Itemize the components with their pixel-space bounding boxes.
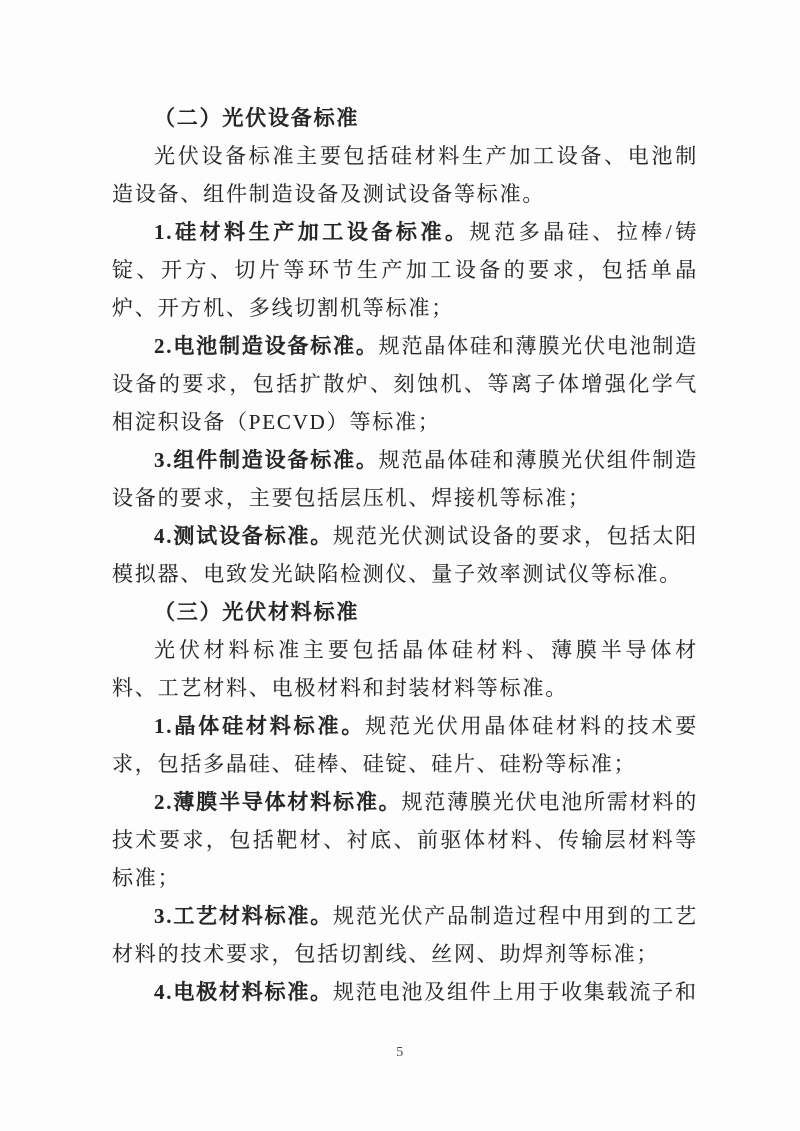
page-number: 5 — [396, 1045, 404, 1060]
item-text: 规范晶体硅和薄膜光伏组件制造设备的要求，主要包括层压机、焊接机等标准； — [112, 448, 698, 510]
item-text: 规范电池及组件上用于收集载流子和 — [332, 980, 698, 1004]
item-lead: 3.组件制造设备标准。 — [154, 448, 379, 472]
item-lead: 2.电池制造设备标准。 — [154, 334, 379, 358]
section-3-item-1 — [112, 707, 698, 783]
section-3-item-3 — [112, 897, 698, 973]
item-lead: 1.晶体硅材料标准。 — [154, 714, 366, 738]
item-lead: 4.电极材料标准。 — [154, 980, 333, 1004]
item-text: 规范多晶硅、拉棒/铸锭、开方、切片等环节生产加工设备的要求，包括单晶炉、开方机、多线切割机等标准； — [112, 220, 698, 320]
item-text: 规范晶体硅和薄膜光伏电池制造设备的要求，包括扩散炉、刻蚀机、等离子体增强化学气相淀积设备（PECVD）等标准； — [112, 334, 698, 434]
item-text: 规范光伏测试设备的要求，包括太阳模拟器、电致发光缺陷检测仪、量子效率测试仪等标准。 — [112, 524, 698, 586]
section-2-intro: 光伏设备标准主要包括硅材料生产加工设备、电池制造设备、组件制造设备及测试设备等标准。 — [112, 144, 698, 206]
item-lead: 4.测试设备标准。 — [154, 524, 334, 548]
item-lead: 2.薄膜半导体材料标准。 — [154, 790, 402, 814]
item-lead: 3.工艺材料标准。 — [154, 904, 334, 928]
section-2-item-3 — [112, 441, 698, 517]
item-text: 规范光伏用晶体硅材料的技术要求，包括多晶硅、硅棒、硅锭、硅片、硅粉等标准； — [112, 714, 699, 776]
section-2-item-4 — [112, 517, 698, 593]
section-3-heading: （三）光伏材料标准 — [154, 600, 360, 624]
item-text: 规范光伏产品制造过程中用到的工艺材料的技术要求，包括切割线、丝网、助焊剂等标准； — [112, 904, 698, 966]
document-content — [112, 99, 698, 1011]
section-2-heading: （二）光伏设备标准 — [154, 106, 360, 130]
item-lead: 1.硅材料生产加工设备标准。 — [154, 220, 470, 244]
item-text: 规范薄膜光伏电池所需材料的技术要求，包括靶材、衬底、前驱体材料、传输层材料等标准； — [112, 790, 698, 890]
section-2-item-2 — [112, 327, 698, 441]
section-3-item-4 — [112, 973, 698, 1011]
section-2-item-1 — [112, 213, 698, 327]
section-3-intro: 光伏材料标准主要包括晶体硅材料、薄膜半导体材料、工艺材料、电极材料和封装材料等标准。 — [112, 638, 698, 700]
section-3-item-2 — [112, 783, 698, 897]
